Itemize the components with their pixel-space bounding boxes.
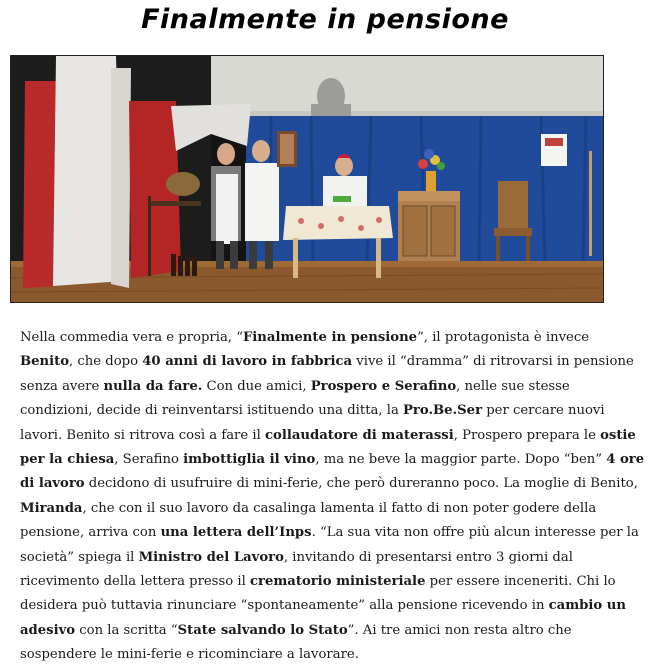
body-text: per essere inceneriti. Chi lo desidera può tuttavia rinunciare “spontaneamente” alla pensione ricevendo in (20, 574, 616, 614)
bold-text: Pro.Be.Ser (403, 403, 483, 419)
bold-text: nulla da fare. (103, 378, 203, 394)
bold-text: 40 anni di lavoro in fabbrica (142, 354, 353, 370)
body-text: Con due amici, (202, 378, 311, 394)
bold-text: cambio un adesivo (20, 598, 626, 638)
article-body (20, 326, 645, 668)
bold-text: Finalmente in pensione (242, 330, 418, 345)
body-text: con la scritta “ (75, 622, 178, 638)
body-text: , Serafino (114, 452, 184, 468)
bold-text: Miranda (20, 500, 83, 516)
bold-text: State salvando lo Stato (177, 622, 348, 638)
body-text: , invitando di presentarsi entro 3 giorni dal ricevimento della lettera presso il (20, 549, 573, 590)
body-text: , nelle sue stesse condizioni, decide di reinventarsi istituendo una ditta, la (20, 378, 570, 419)
bold-text: Benito (20, 354, 70, 370)
stage-photo (10, 55, 604, 303)
bold-text: una lettera dell’Inps (160, 525, 312, 541)
article-paragraph (20, 326, 645, 668)
bold-text: imbottiglia il vino (183, 452, 316, 468)
body-text: , che dopo (69, 354, 143, 370)
body-text: , ma ne beve la maggior parte. Dopo “ben” (315, 452, 607, 468)
bold-text: ostie per la chiesa (20, 427, 636, 468)
body-text: , che con il suo lavoro da casalinga lamenta il fatto di non poter godere della pensione, arriva con (20, 500, 597, 541)
bold-text: Prospero e Serafino (310, 378, 457, 394)
body-text: vive il “dramma” di ritrovarsi in pensione senza avere (20, 354, 634, 394)
body-text: . “La sua vita non offre più alcun interesse per la società” spiega il (20, 525, 639, 565)
page-title: Finalmente in pensione (141, 4, 509, 35)
bold-text: collaudatore di materassi (265, 427, 454, 443)
body-text: ”. Ai tre amici non resta altro che sospendere le mini-ferie e ricominciare a lavorare. (20, 622, 572, 663)
bold-text: 4 ore di lavoro (20, 452, 645, 492)
body-text: ”, il protagonista è invece (417, 330, 590, 345)
body-text: decidono di usufruire di mini-ferie, che però dureranno poco. La moglie di Benito, (84, 476, 638, 492)
bold-text: Ministro del Lavoro (138, 549, 284, 565)
body-text: Nella commedia vera e propria, “ (20, 330, 243, 345)
body-text: , Prospero prepara le (453, 427, 601, 443)
body-text: per cercare nuovi lavori. Benito si ritrova così a fare il (20, 403, 605, 443)
bold-text: crematorio ministeriale (249, 574, 426, 590)
